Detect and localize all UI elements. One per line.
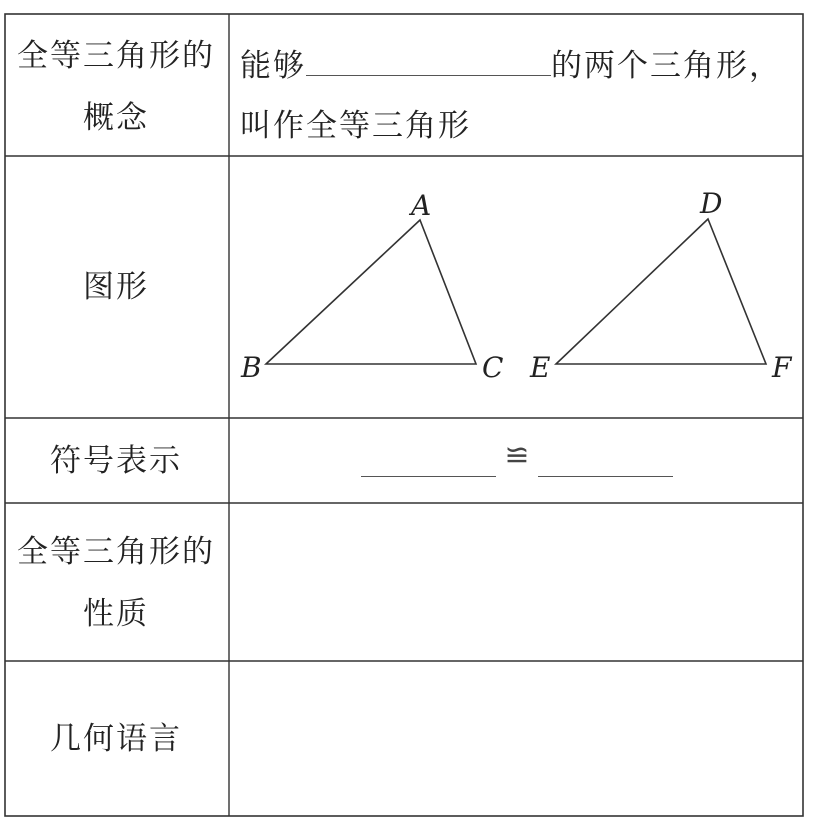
- triangle-def: [556, 219, 766, 364]
- concept-text-part2: 的两个三角形，: [551, 48, 782, 84]
- concept-text-part3: 叫作全等三角形: [240, 108, 471, 144]
- symbol-blank-left[interactable]: [361, 446, 496, 477]
- geometry-label: 几何语言: [50, 720, 182, 757]
- properties-label-cell: [5, 510, 227, 655]
- vertex-label-c: C: [482, 351, 504, 384]
- geometry-label-cell: [5, 661, 227, 816]
- vertex-label-a: A: [411, 189, 432, 222]
- concept-blank[interactable]: [306, 39, 551, 76]
- geometry-answer-cell[interactable]: [230, 661, 804, 816]
- figure-label: 图形: [83, 269, 149, 305]
- properties-answer-cell[interactable]: [230, 503, 804, 661]
- concept-label-cell: [5, 22, 227, 152]
- concept-text: [240, 36, 800, 156]
- symbol-label-cell: [5, 418, 227, 503]
- concept-text-part1: 能够: [240, 48, 306, 84]
- triangle-abc: [266, 220, 476, 364]
- symbol-blank-right[interactable]: [538, 446, 673, 477]
- vertex-label-e: E: [530, 351, 551, 384]
- vertex-label-f: F: [772, 351, 792, 384]
- symbol-label: 符号表示: [50, 442, 182, 479]
- vertex-label-d: D: [700, 187, 723, 220]
- properties-label: 全等三角形的性质: [17, 533, 215, 632]
- vertex-label-b: B: [241, 351, 262, 384]
- congruent-sign: ≌: [504, 437, 530, 473]
- symbol-expression: [230, 420, 804, 502]
- figure-label-cell: [5, 156, 227, 418]
- concept-label: 全等三角形的概念: [17, 38, 215, 136]
